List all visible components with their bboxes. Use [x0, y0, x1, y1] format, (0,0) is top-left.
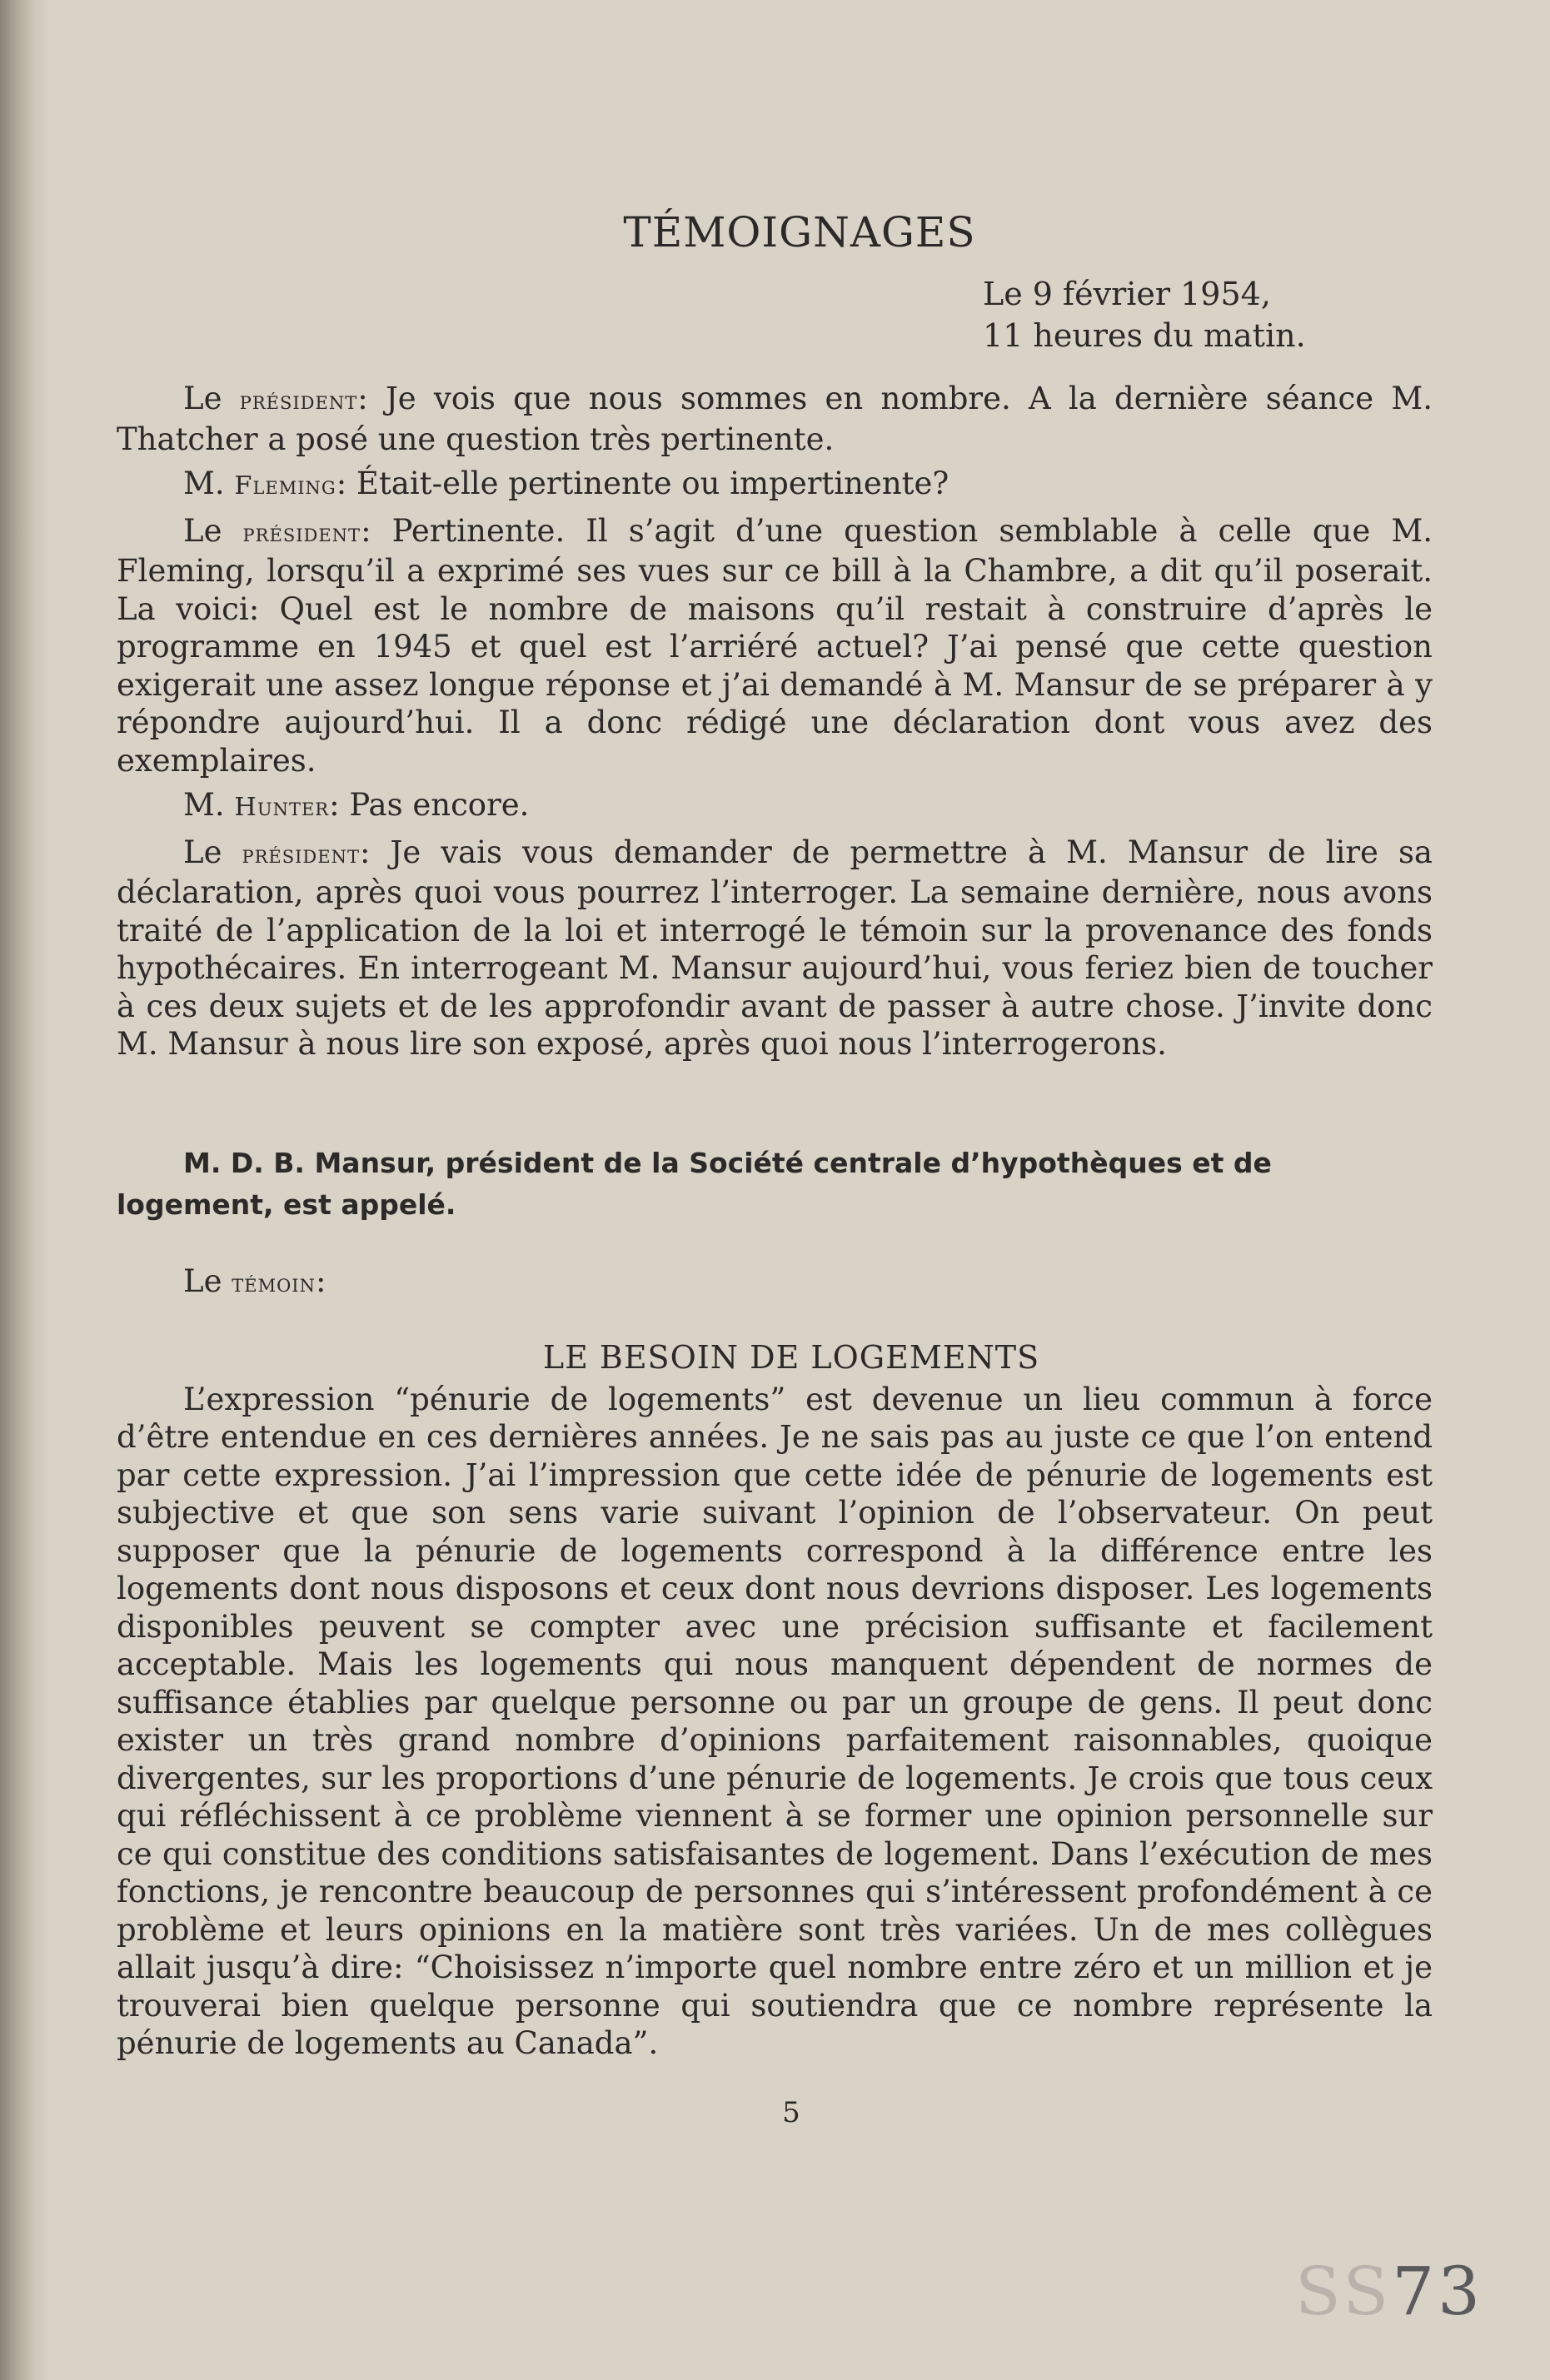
document-page [117, 208, 1433, 2129]
date-line-1: Le 9 février 1954, [983, 276, 1271, 312]
speaker-name: président [242, 518, 361, 548]
date-line-2: 11 heures du matin. [983, 317, 1306, 354]
binding-edge [0, 0, 50, 2380]
dialogue-paragraph: Le président: Pertinente. Il s’agit d’une question semblable à celle que M. Fleming, lorsqu’il a exprimé ses vues sur ce bill à la Chambre, a dit qu’il poserait. La voici: Quel est le nombre de maisons qu’il restait à construire d’après le programme en 1945 et quel est l’arriéré actuel? J’ai pensé que cette question exigerait une assez longue réponse et j’ai demandé à M. Mansur de se préparer à y répondre aujourd’hui. Il a donc rédigé une déclaration dont vous avez des exemplaires. [117, 512, 1433, 779]
page-number: 5 [782, 2095, 800, 2129]
page-title: TÉMOIGNAGES [623, 208, 976, 256]
speaker-name: Hunter [234, 793, 330, 822]
witness-label: Le témoin: [183, 1262, 326, 1299]
dateline [983, 273, 1433, 356]
dialogue-paragraph: Le président: Je vais vous demander de permettre à M. Mansur de lire sa déclaration, après quoi vous pourrez l’interroger. La semaine dernière, nous avons traité de l’application de la loi et interrogé le témoin sur la provenance des fonds hypothécaires. En interrogeant M. Mansur aujourd’hui, vous feriez bien de toucher à ces deux sujets et de les approfondir avant de passer à autre chose. J’invite donc M. Mansur à nous lire son exposé, après quoi nous l’interrogerons. [117, 834, 1433, 1062]
section-paragraph: L’expression “pénurie de logements” est devenue un lieu commun à force d’être entendue en ces dernières années. Je ne sais pas au juste ce que l’on entend par cette expression. J’ai l’impression que cette idée de pénurie de logements est subjective et que son sens varie suivant l’opinion de l’observateur. On peut supposer que la pénurie de logements correspond à la différence entre les logements dont nous disposons et ceux dont nous devrions disposer. Les logements disponibles peuvent se compter avec une précision suffisante et facilement acceptable. Mais les logements qui nous manquent dépendent de normes de suffisance établies par quelque personne ou par un groupe de gens. Il peut donc exister un très grand nombre d’opinions parfaitement raisonnables, quoique divergentes, sur les proportions d’une pénurie de logements. Je crois que tous ceux qui réfléchissent à ce problème viennent à se former une opinion personnelle sur ce qui constitue des conditions satisfaisantes de logement. Dans l’exécution de mes fonctions, je rencontre beaucoup de personnes qui s’intéressent profondément à ce problème et leurs opinions en la matière sont très variées. Un de mes collègues allait jusqu’à dire: “Choisissez n’importe quel nombre entre zéro et un million et je trouverai bien quelque personne qui soutiendra que ce nombre représente la pénurie de logements au Canada”. [117, 1381, 1433, 2061]
archive-stamp: SS73 [1295, 2253, 1483, 2330]
dialogue-paragraph: M. Hunter: Pas encore. [183, 787, 530, 823]
dialogue-paragraph: Le président: Je vois que nous sommes en nombre. A la dernière séance M. Thatcher a posé une question très pertinente. [117, 381, 1433, 457]
speaker-name: président [239, 386, 358, 416]
witness-called: M. D. B. Mansur, président de la Société centrale d’hypothèques et de logement, est appelé. [117, 1146, 1272, 1221]
speaker-name: Fleming [234, 471, 336, 500]
speaker-name: président [242, 839, 360, 869]
section-heading: LE BESOIN DE LOGEMENTS [542, 1338, 1040, 1376]
dialogue-paragraph: M. Fleming: Était-elle pertinente ou impertinente? [183, 466, 949, 501]
